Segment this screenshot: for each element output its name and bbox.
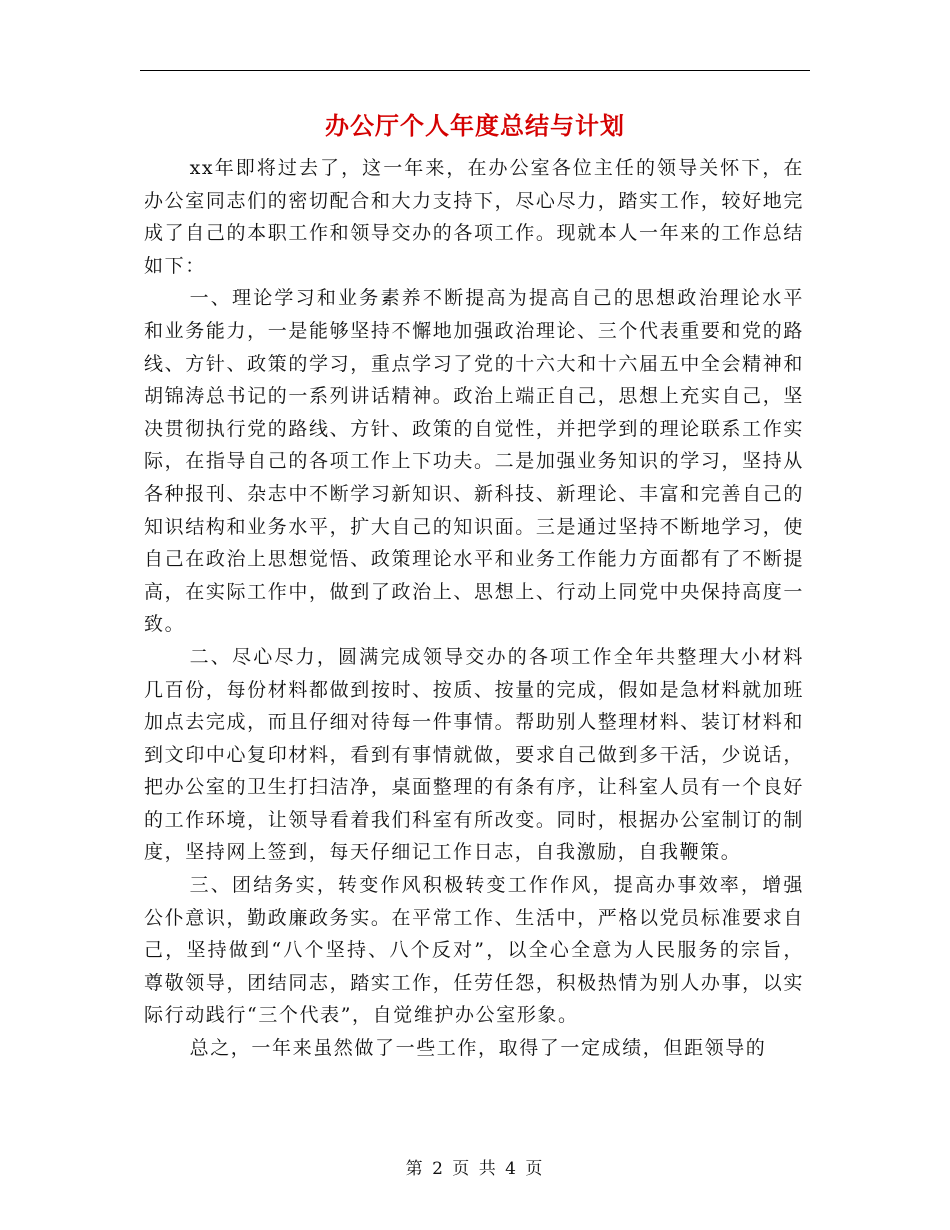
paragraph-section-one: 一、理论学习和业务素养不断提高为提高自己的思想政治理论水平和业务能力，一是能够坚持不懈地加强政治理论、三个代表重要和党的路线、方针、政策的学习，重点学习了党的十六大和十六届五中全会精神和胡锦涛总书记的一系列讲话精神。政治上端正自己，思想上充实自己，坚决贯彻执行党的路线、方针、政策的自觉性，并把学到的理论联系工作实际，在指导自己的各项工作上下功夫。二是加强业务知识的学习，坚持从各种报刊、杂志中不断学习新知识、新科技、新理论、丰富和完善自己的知识结构和业务水平，扩大自己的知识面。三是通过坚持不断地学习，使自己在政治上思想觉悟、政策理论水平和业务工作能力方面都有了不断提高，在实际工作中，做到了政治上、思想上、行动上同党中央保持高度一致。 <box>144 287 804 636</box>
header-rule <box>140 70 810 71</box>
paragraph-section-two: 二、尽心尽力，圆满完成领导交办的各项工作全年共整理大小材料几百份，每份材料都做到按时、按质、按量的完成，假如是急材料就加班加点去完成，而且仔细对待每一件事情。帮助别人整理材料、装订材料和到文印中心复印材料，看到有事情就做，要求自己做到多干活，少说话，把办公室的卫生打扫洁净，桌面整理的有条有序，让科室人员有一个良好的工作环境，让领导看着我们科室有所改变。同时，根据办公室制订的制度，坚持网上签到，每天仔细记工作日志，自我激励，自我鞭策。 <box>144 645 804 864</box>
document-title: 办公厅个人年度总结与计划 <box>325 111 625 140</box>
paragraph-section-three: 三、团结务实，转变作风积极转变工作作风，提高办事效率，增强公仆意识，勤政廉政务实。在平常工作、生活中，严格以党员标准要求自己，坚持做到“八个坚持、八个反对”，以全心全意为人民服务的宗旨，尊敬领导，团结同志，踏实工作，任劳任怨，积极热情为别人办事，以实际行动践行“三个代表”，自觉维护办公室形象。 <box>144 874 804 1027</box>
paragraph-intro: xx年即将过去了，这一年来，在办公室各位主任的领导关怀下，在办公室同志们的密切配合和大力支持下，尽心尽力，踏实工作，较好地完成了自己的本职工作和领导交办的各项工作。现就本人一年来的工作总结如下： <box>144 157 804 277</box>
paragraph-conclusion: 总之，一年来虽然做了一些工作，取得了一定成绩，但距领导的 <box>189 1037 767 1060</box>
page-number: 第 2 页 共 4 页 <box>405 1159 545 1179</box>
document-body <box>144 152 804 1065</box>
